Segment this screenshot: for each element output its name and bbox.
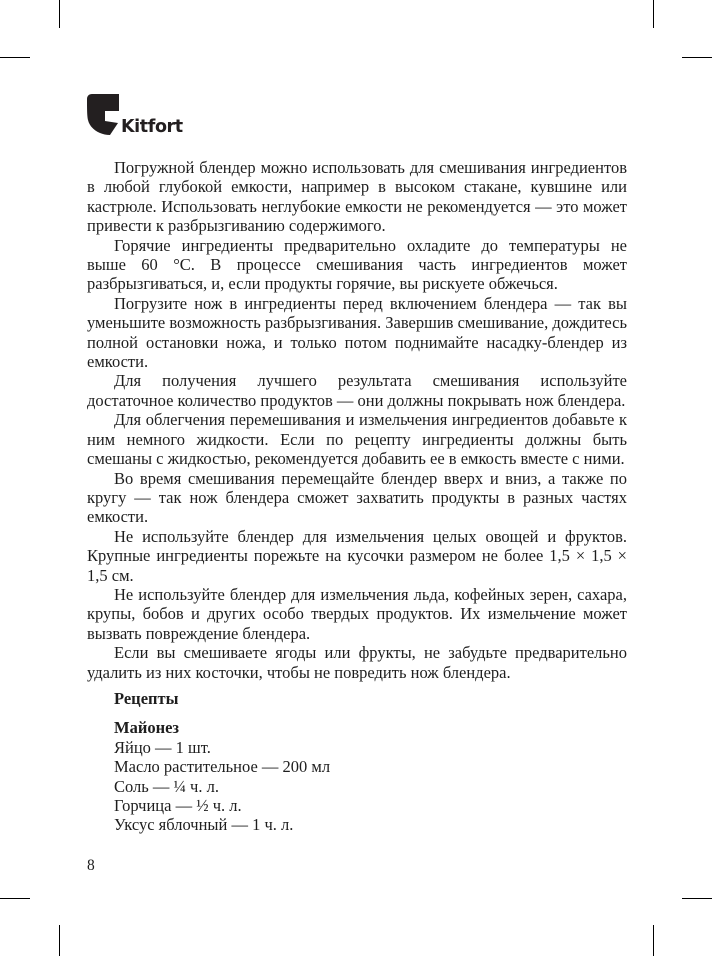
- paragraph-4: Для получения лучшего результата смешивания используйте достаточное количество продуктов — они должны покрывать нож блендера.: [87, 371, 627, 410]
- ingredient-line: Горчица — ½ ч. л.: [114, 796, 242, 815]
- ingredient-line: Уксус яблочный — 1 ч. л.: [114, 815, 294, 835]
- paragraph-7: Не используйте блендер для измельчения целых овощей и фруктов. Крупные ингредиенты порежьте на кусочки размером не более 1,5 × 1,5 × 1,5 см.: [87, 526, 627, 585]
- ingredient-line: Масло растительное — 200 мл: [114, 757, 331, 777]
- paragraph-6: Во время смешивания перемещайте блендер вверх и вниз, а также по кругу — так нож блендера сможет захватить продукты в разных частях емкости.: [87, 468, 627, 527]
- kitfort-logo-mark-icon: [87, 94, 119, 135]
- page-number: 8: [87, 857, 95, 874]
- paragraph-9: Если вы смешиваете ягоды или фрукты, не забудьте предварительно удалить из них косточки, чтобы не повредить нож блендера.: [87, 643, 627, 682]
- ingredient-line: Яйцо — 1 шт.: [114, 737, 211, 757]
- brand-name: Kitfort: [121, 116, 183, 137]
- crop-mark-top-left-vertical: [59, 0, 60, 28]
- recipe-title-mayonnaise: Майонез: [114, 718, 180, 738]
- paragraph-8: Не используйте блендер для измельчения льда, кофейных зерен, сахара, крупы, бобов и других особо твердых продуктов. Их измельчение может вызвать повреждение блендера.: [87, 584, 627, 643]
- brand-logo: [87, 94, 183, 135]
- recipes-heading: Рецепты: [114, 688, 179, 708]
- paragraph-1: Погружной блендер можно использовать для смешивания ингредиентов в любой глубокой емкости, например в высоком стакане, кувшине или кастрюле. Использовать неглубокие емкости не рекомендуется — это может привести к разбрызгиванию содержимого.: [87, 158, 627, 236]
- recipes-section: [114, 689, 627, 835]
- paragraph-2: Горячие ингредиенты предварительно охладите до температуры не выше 60 °С. В процессе смешивания часть ингредиентов может разбрызгиваться, и, если продукты горячие, вы рискуете обжечься.: [87, 235, 627, 294]
- paragraph-5: Для облегчения перемешивания и измельчения ингредиентов добавьте к ним немного жидкости. Если по рецепту ингредиенты должны быть смешаны с жидкостью, рекомендуется добавить ее в емкость вместе с ними.: [87, 410, 627, 469]
- crop-mark-bottom-left-horizontal: [0, 898, 30, 899]
- ingredient-line: Соль — ¼ ч. л.: [114, 776, 219, 796]
- crop-mark-top-right-vertical: [653, 0, 654, 28]
- crop-mark-top-left-horizontal: [0, 57, 30, 58]
- paragraph-3: Погрузите нож в ингредиенты перед включением блендера — так вы уменьшите возможность разбрызгивания. Завершив смешивание, дождитесь полной остановки ножа, и только потом поднимайте насадку-блендер из емкости.: [87, 293, 627, 372]
- crop-mark-bottom-right-horizontal: [682, 898, 712, 899]
- instructions-text: [87, 158, 627, 835]
- crop-mark-bottom-right-vertical: [653, 925, 654, 956]
- crop-mark-bottom-left-vertical: [59, 925, 60, 956]
- crop-mark-top-right-horizontal: [682, 57, 712, 58]
